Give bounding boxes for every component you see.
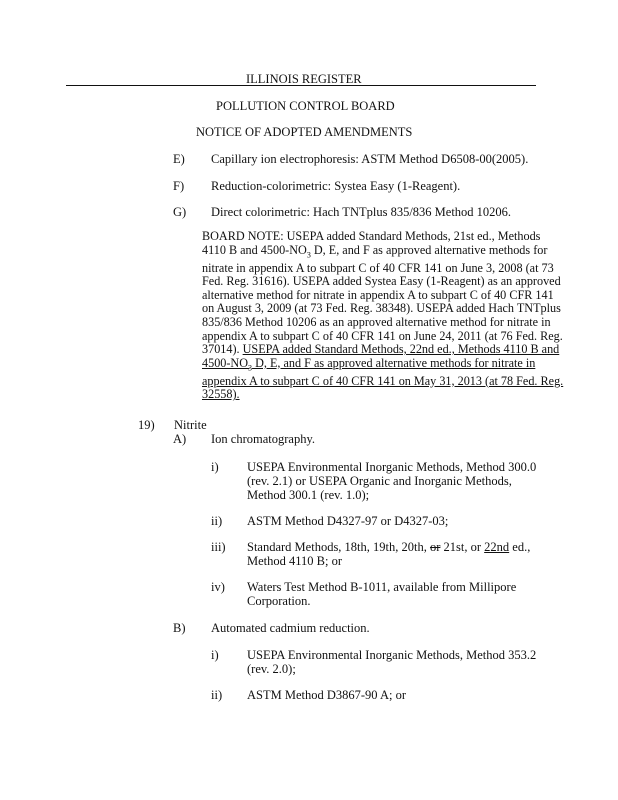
item-marker: F)	[173, 179, 185, 193]
roman-marker: ii)	[211, 688, 223, 702]
method-text: Corporation.	[247, 594, 311, 608]
added-text: appendix A to subpart C of 40 CFR 141 on May 31, 2013 (at 78 Fed. Reg.	[202, 373, 564, 388]
item-text: Direct colorimetric: Hach TNTplus 835/836 Method 10206.	[211, 205, 512, 219]
method-text: (rev. 2.1) or USEPA Organic and Inorganic Methods,	[247, 474, 512, 488]
board-note	[202, 229, 564, 402]
board-note-line: Fed. Reg. 31616). USEPA added Systea Easy (1-Reagent) as an approved	[202, 274, 561, 289]
board-note-line: 37014). USEPA added Standard Methods, 22nd ed., Methods 4110 B and	[202, 342, 560, 357]
method-text: (rev. 2.0);	[247, 662, 296, 676]
method-text: ASTM Method D3867-90 A; or	[247, 688, 407, 702]
board-note-line: nitrate in appendix A to subpart C of 40 CFR 141 on June 3, 2008 (at 73	[202, 260, 554, 275]
item-marker: E)	[173, 152, 185, 166]
roman-marker: iii)	[211, 540, 226, 554]
roman-marker: ii)	[211, 514, 223, 528]
method-text: USEPA Environmental Inorganic Methods, Method 300.0	[247, 460, 537, 474]
method-text: Method 300.1 (rev. 1.0);	[247, 488, 370, 502]
roman-marker: i)	[211, 648, 219, 662]
item-text: Reduction-colorimetric: Systea Easy (1-Reagent).	[211, 179, 461, 193]
board-note-line: 835/836 Method 10206 as an approved alternative method for nitrate in	[202, 315, 551, 329]
sub-title: Ion chromatography.	[211, 432, 316, 446]
roman-marker: i)	[211, 460, 219, 474]
added-text: USEPA added Standard Methods, 22nd ed., Methods 4110 B and	[242, 342, 560, 357]
added-text: 22nd	[484, 540, 510, 554]
board-note-line: 4110 B and $4500-NO_3$ D, E, and F as approved alternative methods for	[202, 242, 548, 260]
item-marker: G)	[173, 205, 187, 219]
notice-title: NOTICE OF ADOPTED AMENDMENTS	[196, 125, 413, 139]
board-note-line: alternative method for nitrate in appendix A to subpart C of 40 CFR 141	[202, 287, 554, 302]
board-note-line: appendix A to subpart C of 40 CFR 141 on June 24, 2011 (at 76 Fed. Reg.	[202, 328, 563, 343]
item-text: Capillary ion electrophoresis: ASTM Method D6508-00(2005).	[211, 152, 529, 166]
board-note-line: BOARD NOTE: USEPA added Standard Methods, 21st ed., Methods	[202, 229, 541, 243]
sub-title: Automated cadmium reduction.	[211, 621, 370, 635]
sub-marker: B)	[173, 621, 186, 635]
method-text: Waters Test Method B-1011, available from Millipore	[247, 580, 517, 594]
method-text: Standard Methods, 18th, 19th, 20th, or 21st, or 22nd ed.,	[247, 540, 531, 554]
sub-marker: A)	[173, 432, 187, 446]
deleted-text: or	[429, 540, 441, 554]
register-title: ILLINOIS REGISTER	[246, 72, 362, 86]
section-number: 19)	[138, 418, 155, 432]
roman-marker: iv)	[211, 580, 225, 594]
board-title: POLLUTION CONTROL BOARD	[216, 99, 395, 113]
section-title: Nitrite	[174, 418, 207, 432]
method-text: Method 4110 B; or	[247, 554, 343, 568]
added-text: $4500-NO_3$ D, E, and F as approved alternative methods for nitrate in	[202, 355, 536, 373]
added-text: 32558).	[202, 387, 240, 402]
method-text: USEPA Environmental Inorganic Methods, Method 353.2	[247, 648, 537, 662]
method-text: ASTM Method D4327-97 or D4327-03;	[247, 514, 449, 528]
board-note-line: on August 3, 2009 (at 73 Fed. Reg. 38348). USEPA added Hach TNTplus	[202, 301, 561, 316]
